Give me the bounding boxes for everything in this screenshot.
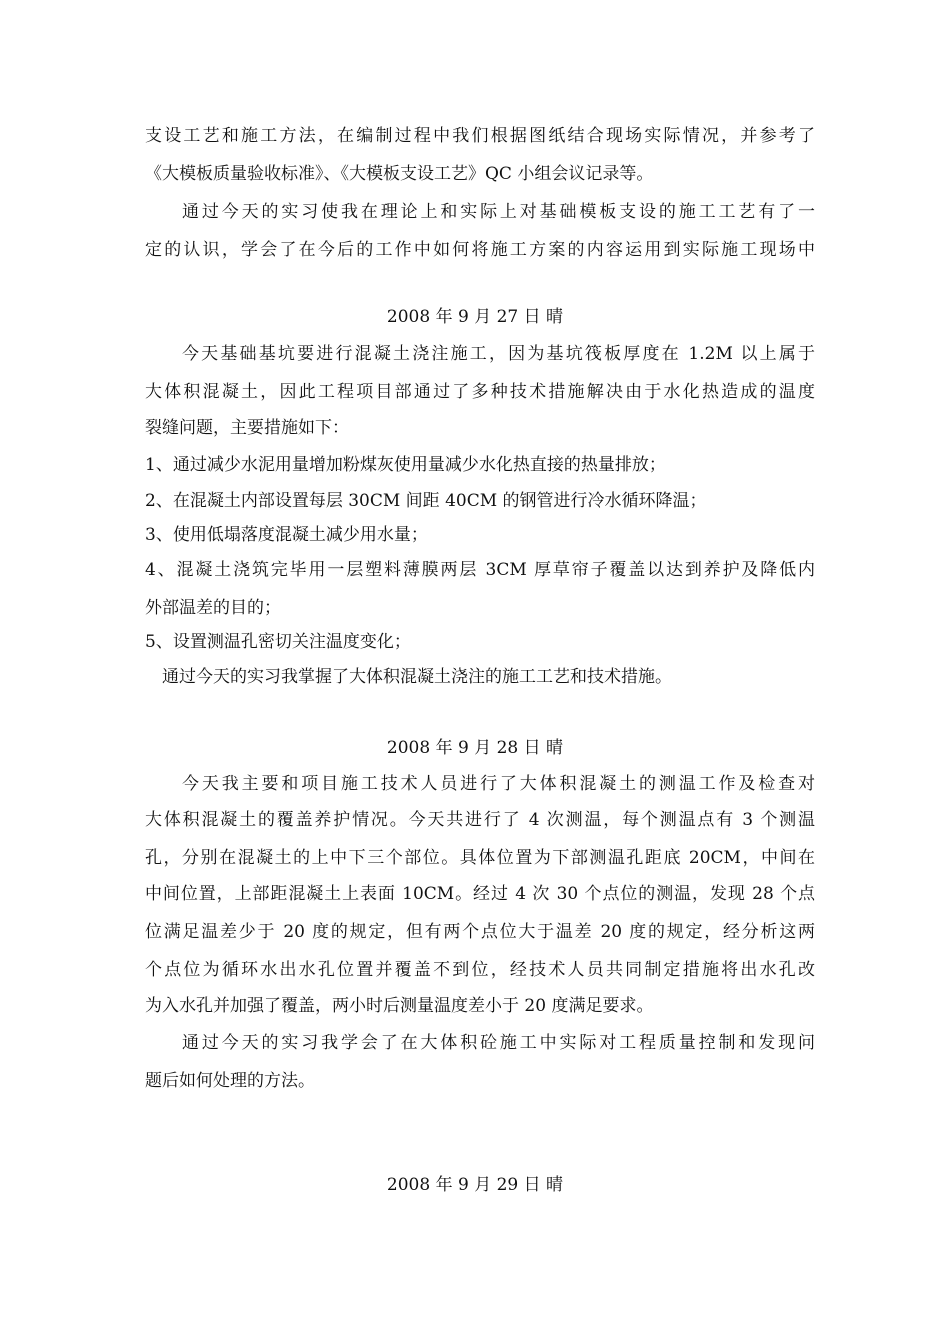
paragraph-line: 通过今天的实习我掌握了大体积混凝土浇注的施工工艺和技术措施。: [162, 667, 672, 687]
date-heading: 2008 年 9 月 28 日 晴: [386, 738, 564, 758]
paragraph-line: 大体积混凝土的覆盖养护情况。今天共进行了 4 次测温，每个测温点有 3 个测温: [145, 810, 815, 830]
paragraph-line: 裂缝问题，主要措施如下：: [145, 418, 349, 438]
paragraph-line: 《大模板质量验收标准》、《大模板支设工艺》QC 小组会议记录等。: [145, 164, 654, 184]
paragraph-line: 支设工艺和施工方法，在编制过程中我们根据图纸结合现场实际情况，并参考了: [145, 126, 815, 146]
paragraph-line: 通过今天的实习我学会了在大体积砼施工中实际对工程质量控制和发现问: [182, 1033, 815, 1053]
date-heading: 2008 年 9 月 29 日 晴: [386, 1175, 564, 1195]
paragraph-line: 位满足温差少于 20 度的规定，但有两个点位大于温差 20 度的规定，经分析这两: [145, 922, 815, 942]
paragraph-line: 为入水孔并加强了覆盖，两小时后测量温度差小于 20 度满足要求。: [145, 996, 654, 1016]
list-item-continuation: 外部温差的目的；: [145, 598, 281, 618]
paragraph-line: 中间位置，上部距混凝土上表面 10CM。经过 4 次 30 个点位的测温，发现 28 个点: [145, 884, 815, 904]
paragraph-line: 今天我主要和项目施工技术人员进行了大体积混凝土的测温工作及检查对: [182, 774, 815, 794]
list-item: 1、通过减少水泥用量增加粉煤灰使用量减少水化热直接的热量排放；: [145, 455, 666, 475]
list-item: 4、混凝土浇筑完毕用一层塑料薄膜两层 3CM 厚草帘子覆盖以达到养护及降低内: [145, 560, 815, 580]
paragraph-line: 今天基础基坑要进行混凝土浇注施工，因为基坑筏板厚度在 1.2M 以上属于: [182, 344, 815, 364]
list-item: 2、在混凝土内部设置每层 30CM 间距 40CM 的钢管进行冷水循环降温；: [145, 491, 707, 511]
list-item: 3、使用低塌落度混凝土减少用水量；: [145, 525, 428, 545]
paragraph-line: 孔，分别在混凝土的上中下三个部位。具体位置为下部测温孔距底 20CM，中间在: [145, 848, 815, 868]
paragraph-line: 大体积混凝土，因此工程项目部通过了多种技术措施解决由于水化热造成的温度: [145, 382, 815, 402]
paragraph-line: 通过今天的实习使我在理论上和实际上对基础模板支设的施工工艺有了一: [182, 202, 815, 222]
paragraph-line: 个点位为循环水出水孔位置并覆盖不到位，经技术人员共同制定措施将出水孔改: [145, 960, 815, 980]
list-item: 5、设置测温孔密切关注温度变化；: [145, 632, 411, 652]
paragraph-line: 定的认识，学会了在今后的工作中如何将施工方案的内容运用到实际施工现场中: [145, 240, 815, 260]
date-heading: 2008 年 9 月 27 日 晴: [386, 307, 564, 327]
paragraph-line: 题后如何处理的方法。: [145, 1071, 315, 1091]
